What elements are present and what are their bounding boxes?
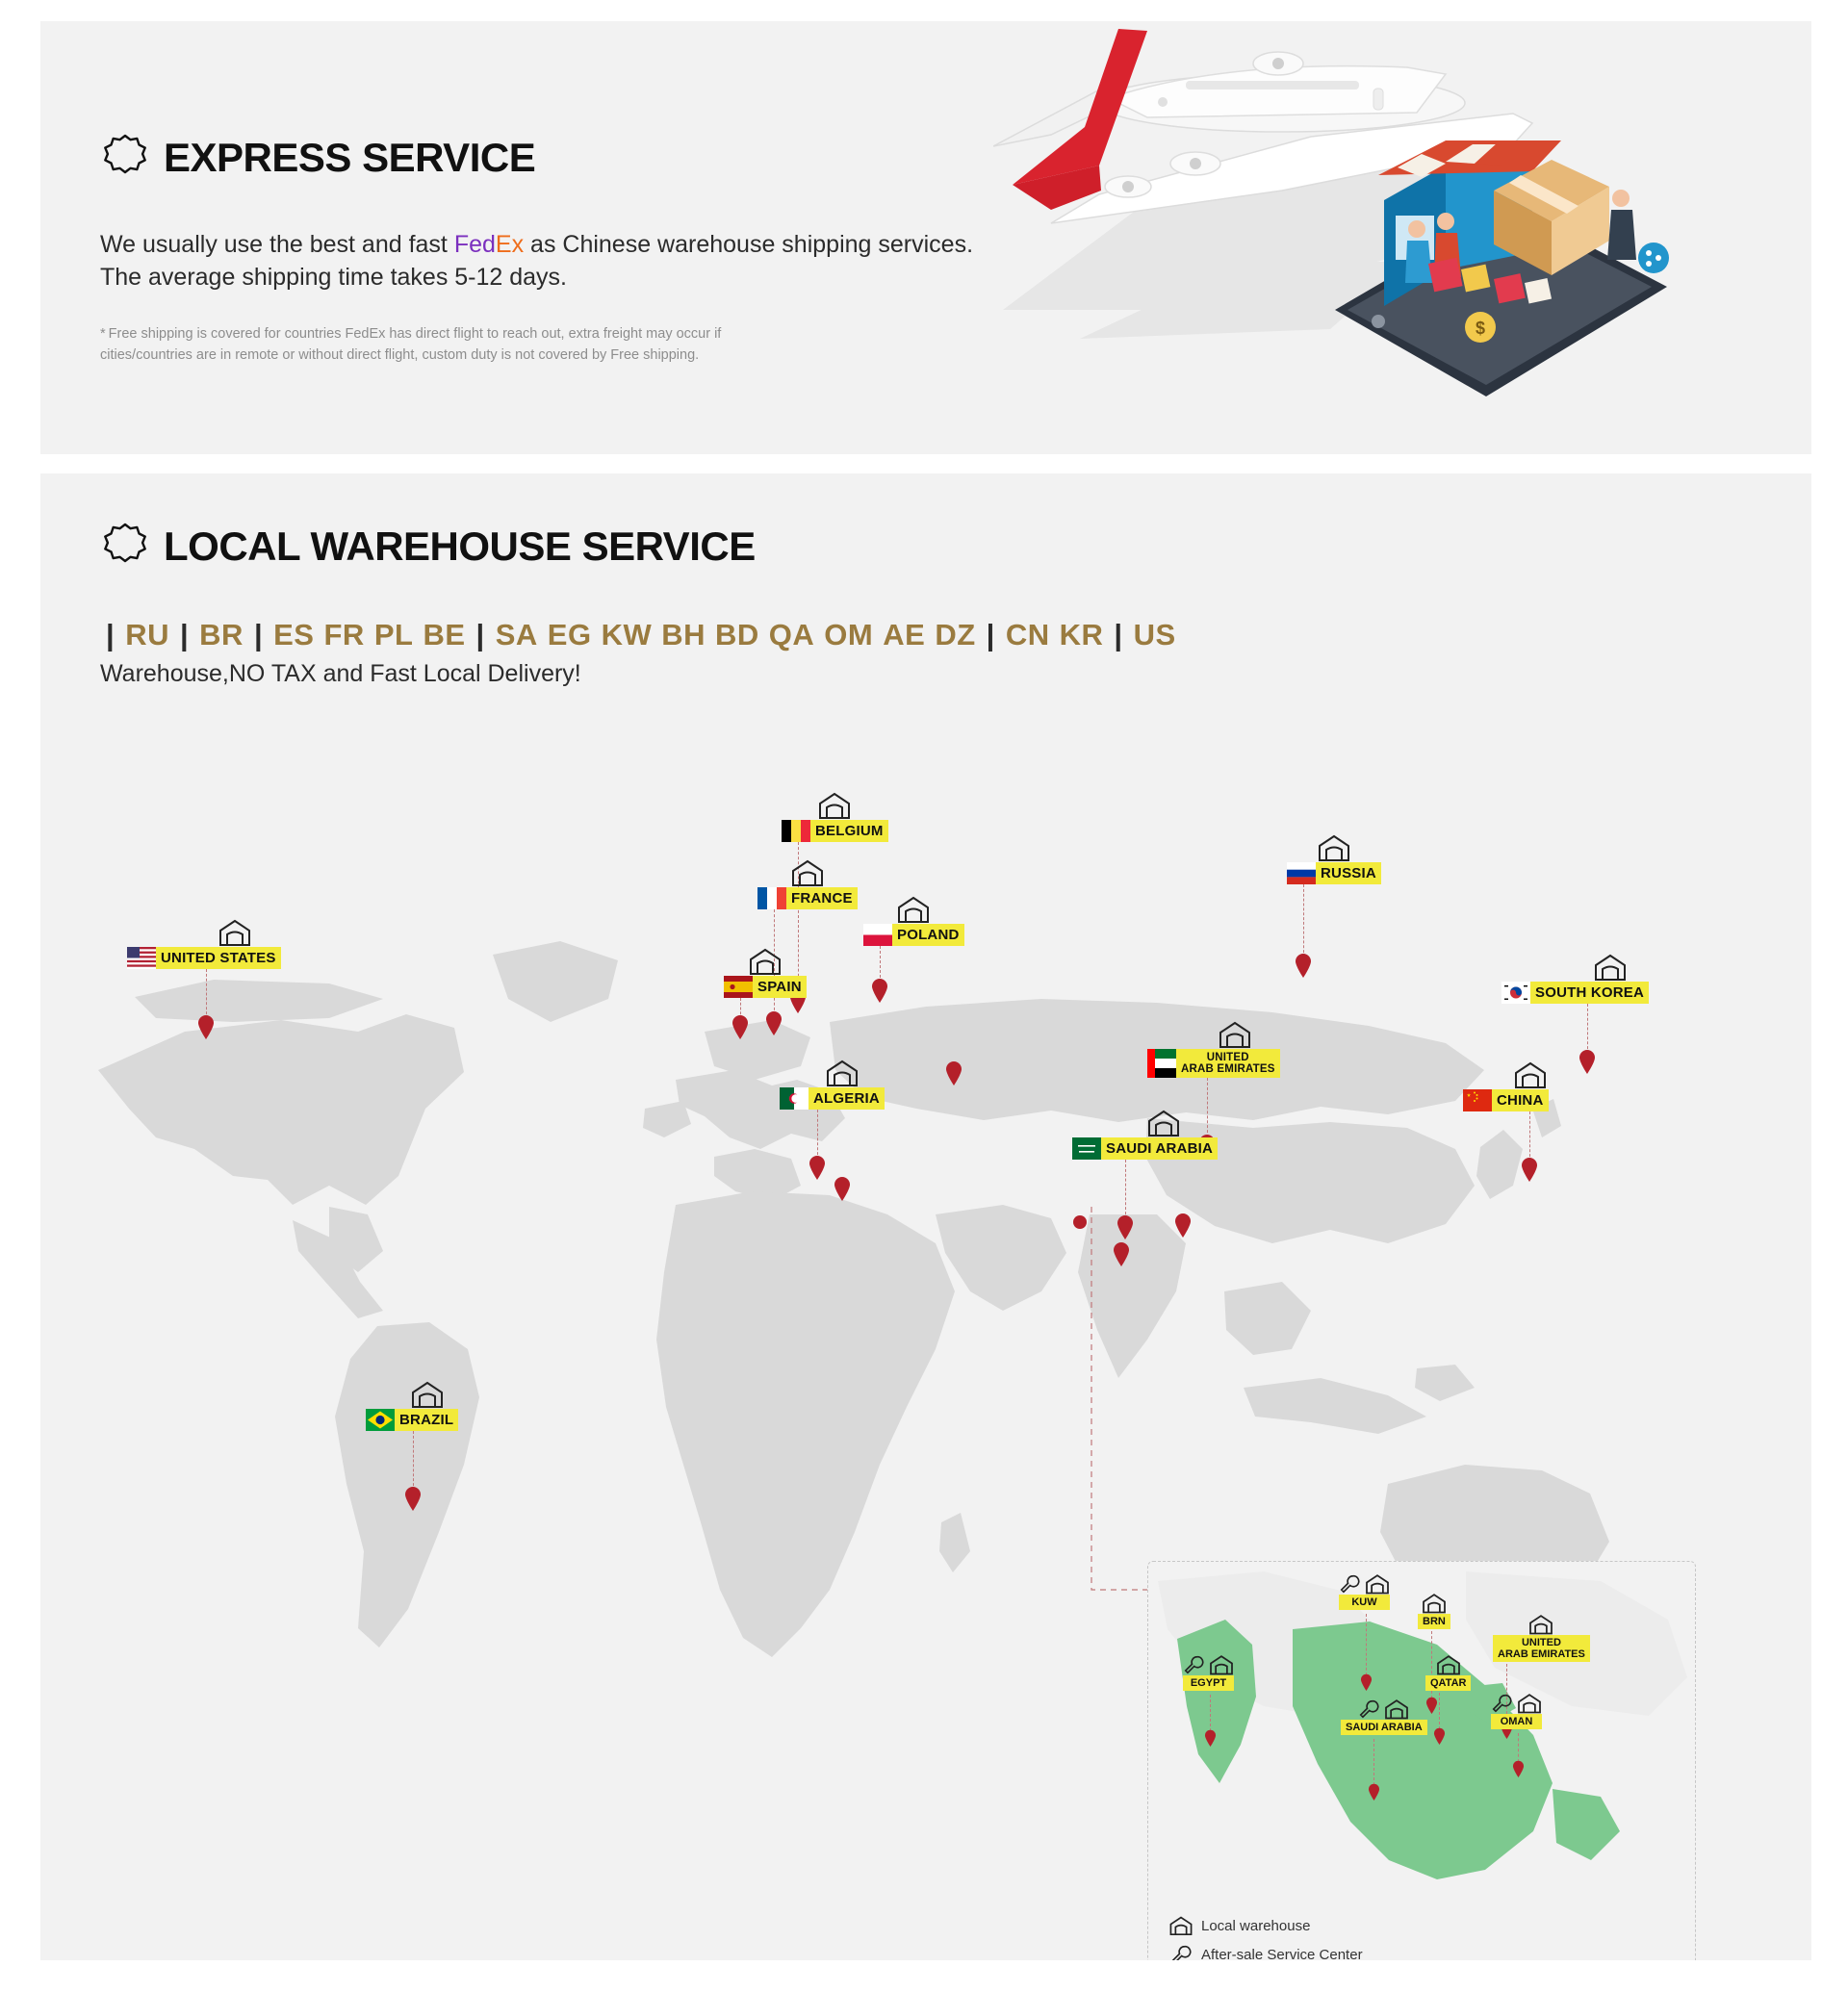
pin-spain[interactable] xyxy=(724,947,807,998)
pin-leader-line xyxy=(1439,1693,1440,1729)
warehouse-icon xyxy=(1517,1693,1542,1714)
inset-pin-kuwait[interactable] xyxy=(1339,1573,1390,1610)
warehouse-icon xyxy=(1422,1593,1447,1614)
map-pin-marker-extra xyxy=(834,1176,851,1201)
wrench-icon xyxy=(1183,1654,1204,1675)
express-body xyxy=(100,229,1005,294)
code-sep: | xyxy=(475,618,485,651)
flag-poland xyxy=(863,924,892,946)
warehouse-icon xyxy=(1514,1060,1547,1089)
label-algeria: ALGERIA xyxy=(808,1087,885,1110)
flag-united-arab-emirates xyxy=(1147,1049,1176,1078)
pin-label-belgium xyxy=(782,820,888,842)
wrench-icon xyxy=(1169,1944,1193,1960)
code-fr[interactable]: FR xyxy=(323,618,365,651)
inset-pin-saudi-arabia[interactable] xyxy=(1341,1698,1427,1735)
inset-pin-uae[interactable] xyxy=(1493,1614,1590,1662)
wrench-icon xyxy=(1491,1693,1512,1714)
legend-row-warehouse xyxy=(1169,1915,1363,1936)
inset-label-uae-line2: ARAB EMIRATES xyxy=(1498,1648,1585,1660)
label-russia: RUSSIA xyxy=(1316,862,1381,884)
flag-russia xyxy=(1287,862,1316,884)
legend-label-service-center: After-sale Service Center xyxy=(1201,1946,1363,1960)
inset-pin-qatar[interactable] xyxy=(1425,1654,1471,1691)
pin-leader-line xyxy=(817,1110,818,1160)
label-united-states: UNITED STATES xyxy=(156,947,281,969)
pin-leader-line xyxy=(1529,1111,1530,1162)
plane-and-shop-illustration xyxy=(993,21,1783,454)
pin-poland[interactable] xyxy=(863,895,964,946)
pin-leader-line xyxy=(1518,1733,1519,1762)
code-ae[interactable]: AE xyxy=(883,618,926,651)
code-sep: | xyxy=(179,618,190,651)
warehouse-subtitle: Warehouse,NO TAX and Fast Local Delivery! xyxy=(100,660,581,687)
legend-label-warehouse: Local warehouse xyxy=(1201,1917,1311,1934)
pin-label-saudi-arabia xyxy=(1072,1137,1218,1160)
pin-united-arab-emirates[interactable] xyxy=(1181,1020,1280,1078)
warehouse-icon xyxy=(1384,1698,1409,1720)
inset-label-egypt: EGYPT xyxy=(1183,1675,1234,1691)
map-pin-marker xyxy=(1204,1729,1217,1747)
code-cn[interactable]: CN xyxy=(1005,618,1050,651)
warehouse-icon xyxy=(1219,1020,1251,1049)
map-pin-marker xyxy=(197,1014,215,1039)
label-belgium: BELGIUM xyxy=(810,820,888,842)
inset-connector-line xyxy=(1090,1205,1398,1609)
inset-label-qatar: QATAR xyxy=(1425,1675,1471,1691)
pin-france[interactable] xyxy=(757,858,858,909)
warehouse-icon xyxy=(826,1059,859,1087)
label-uae xyxy=(1176,1049,1280,1078)
express-service-section xyxy=(40,21,1811,454)
pin-saudi-arabia[interactable] xyxy=(1106,1109,1218,1160)
inset-label-saudi-arabia: SAUDI ARABIA xyxy=(1341,1720,1427,1735)
label-france: FRANCE xyxy=(786,887,858,909)
inset-pin-oman[interactable] xyxy=(1491,1693,1542,1729)
map-pin-marker xyxy=(1433,1727,1446,1745)
inset-label-uae-line1: UNITED xyxy=(1521,1637,1561,1648)
express-content xyxy=(100,133,1063,380)
map-pin-marker xyxy=(1368,1783,1380,1800)
code-eg[interactable]: EG xyxy=(547,618,592,651)
pin-algeria[interactable] xyxy=(801,1059,885,1110)
footnote-asterisk: * xyxy=(100,325,106,342)
warehouse-icon xyxy=(1365,1573,1390,1595)
label-spain: SPAIN xyxy=(753,976,807,998)
pin-label-uae xyxy=(1147,1049,1280,1078)
warehouse-icon xyxy=(1528,1614,1553,1635)
wrench-icon xyxy=(1339,1573,1360,1595)
express-title-row xyxy=(100,133,1063,183)
warehouse-icon xyxy=(1436,1654,1461,1675)
express-body-after: as Chinese warehouse shipping services. The average shipping time takes 5-12 days. xyxy=(100,231,974,291)
pin-label-algeria xyxy=(780,1087,885,1110)
pin-label-united-states xyxy=(127,947,281,969)
warehouse-icon xyxy=(818,791,851,820)
fedex-fed-text: Fed xyxy=(453,231,496,258)
map-dot-marker xyxy=(1072,1214,1088,1230)
code-es[interactable]: ES xyxy=(273,618,315,651)
warehouse-icon xyxy=(1147,1109,1180,1137)
inset-label-oman: OMAN xyxy=(1491,1714,1542,1729)
express-body-before: We usually use the best and fast xyxy=(100,231,454,258)
pin-south-korea[interactable] xyxy=(1535,953,1649,1004)
code-dz[interactable]: DZ xyxy=(935,618,976,651)
pin-label-south-korea xyxy=(1502,982,1649,1004)
warehouse-icon xyxy=(1169,1915,1193,1936)
warehouse-icon xyxy=(1209,1654,1234,1675)
warehouse-icon xyxy=(1594,953,1627,982)
pin-label-china xyxy=(1463,1089,1549,1111)
code-om[interactable]: OM xyxy=(824,618,874,651)
warehouse-icon xyxy=(791,858,824,887)
pin-label-brazil xyxy=(366,1409,458,1431)
starburst-icon xyxy=(100,133,150,183)
map-pin-marker xyxy=(1578,1049,1596,1074)
map-pin-marker xyxy=(1512,1760,1525,1777)
legend-row-service-center xyxy=(1169,1944,1363,1960)
flag-spain xyxy=(724,976,753,998)
pin-label-spain xyxy=(724,976,807,998)
code-sa[interactable]: SA xyxy=(495,618,538,651)
footnote-text: Free shipping is covered for countries FedEx has direct flight to reach out, extra freight may occur if cities/countries are in remote or without direct flight, custom duty is not covered by Free shipping. xyxy=(100,325,722,363)
label-poland: POLAND xyxy=(892,924,964,946)
express-footnote xyxy=(100,323,774,367)
express-title: EXPRESS SERVICE xyxy=(164,135,536,180)
country-code-list xyxy=(100,618,1736,652)
warehouse-icon xyxy=(411,1380,444,1409)
label-uae-line1: UNITED xyxy=(1206,1052,1249,1063)
flag-france xyxy=(757,887,786,909)
middle-east-inset-map xyxy=(1147,1561,1696,1960)
inset-label-uae xyxy=(1493,1635,1590,1662)
flag-united-states xyxy=(127,947,156,969)
code-pl[interactable]: PL xyxy=(373,618,414,651)
code-ru[interactable]: RU xyxy=(125,618,169,651)
pin-russia[interactable] xyxy=(1287,833,1381,884)
label-south-korea: SOUTH KOREA xyxy=(1530,982,1649,1004)
flag-saudi-arabia xyxy=(1072,1137,1101,1160)
code-sep: | xyxy=(986,618,995,651)
map-pin-marker xyxy=(765,1010,783,1035)
warehouse-title-row xyxy=(100,522,1736,572)
code-br[interactable]: BR xyxy=(199,618,244,651)
local-warehouse-section xyxy=(40,473,1811,1960)
label-uae-line2: ARAB EMIRATES xyxy=(1181,1063,1275,1075)
inset-label-bahrain: BRN xyxy=(1418,1614,1450,1629)
code-kw[interactable]: KW xyxy=(601,618,653,651)
pin-leader-line xyxy=(1210,1695,1211,1731)
code-qa[interactable]: QA xyxy=(768,618,815,651)
map-pin-marker xyxy=(1521,1157,1538,1182)
code-sep: | xyxy=(253,618,264,651)
warehouse-icon xyxy=(749,947,782,976)
wrench-icon xyxy=(1358,1698,1379,1720)
flag-belgium xyxy=(782,820,810,842)
inset-pin-egypt[interactable] xyxy=(1183,1654,1234,1691)
code-sep: | xyxy=(106,618,116,651)
pin-label-russia xyxy=(1287,862,1381,884)
express-illustration xyxy=(993,21,1783,454)
warehouse-icon xyxy=(897,895,930,924)
map-pin-marker xyxy=(404,1486,422,1511)
map-pin-marker xyxy=(808,1155,826,1180)
warehouse-title: LOCAL WAREHOUSE SERVICE xyxy=(164,524,756,569)
pin-leader-line xyxy=(206,969,207,1019)
code-bh[interactable]: BH xyxy=(661,618,706,651)
map-pin-marker xyxy=(1360,1673,1373,1691)
svg-text:$: $ xyxy=(1475,319,1486,338)
code-bd[interactable]: BD xyxy=(715,618,759,651)
pin-brazil[interactable] xyxy=(397,1380,458,1431)
pin-leader-line xyxy=(1303,884,1304,958)
world-map xyxy=(40,791,1811,1960)
flag-china xyxy=(1463,1089,1492,1111)
flag-algeria xyxy=(780,1087,808,1110)
map-pin-marker xyxy=(1425,1697,1438,1714)
pin-leader-line xyxy=(1366,1614,1367,1675)
label-brazil: BRAZIL xyxy=(395,1409,458,1431)
warehouse-icon xyxy=(1318,833,1350,862)
map-pin-marker xyxy=(732,1014,749,1039)
warehouse-header xyxy=(100,522,1736,688)
inset-legend xyxy=(1169,1915,1363,1960)
map-pin-marker-extra xyxy=(945,1060,962,1085)
warehouse-icon xyxy=(218,918,251,947)
label-saudi-arabia: SAUDI ARABIA xyxy=(1101,1137,1218,1160)
inset-label-kuwait: KUW xyxy=(1339,1595,1390,1610)
pin-label-france xyxy=(757,887,858,909)
code-us[interactable]: US xyxy=(1133,618,1176,651)
pin-leader-line xyxy=(1373,1739,1374,1785)
pin-leader-line xyxy=(413,1431,414,1491)
pin-china[interactable] xyxy=(1497,1060,1549,1111)
inset-pin-bahrain[interactable] xyxy=(1418,1593,1450,1629)
pin-label-poland xyxy=(863,924,964,946)
pin-leader-line xyxy=(1587,1004,1588,1054)
flag-brazil xyxy=(366,1409,395,1431)
flag-south-korea xyxy=(1502,982,1530,1004)
map-pin-marker xyxy=(1295,953,1312,978)
code-sep: | xyxy=(1114,618,1123,651)
pin-united-states[interactable] xyxy=(161,918,281,969)
fedex-ex-text: Ex xyxy=(495,231,525,258)
label-china: CHINA xyxy=(1492,1089,1549,1111)
map-pin-marker xyxy=(871,978,888,1003)
code-be[interactable]: BE xyxy=(423,618,466,651)
pin-belgium[interactable] xyxy=(782,791,888,842)
code-kr[interactable]: KR xyxy=(1059,618,1104,651)
starburst-icon xyxy=(100,522,150,572)
